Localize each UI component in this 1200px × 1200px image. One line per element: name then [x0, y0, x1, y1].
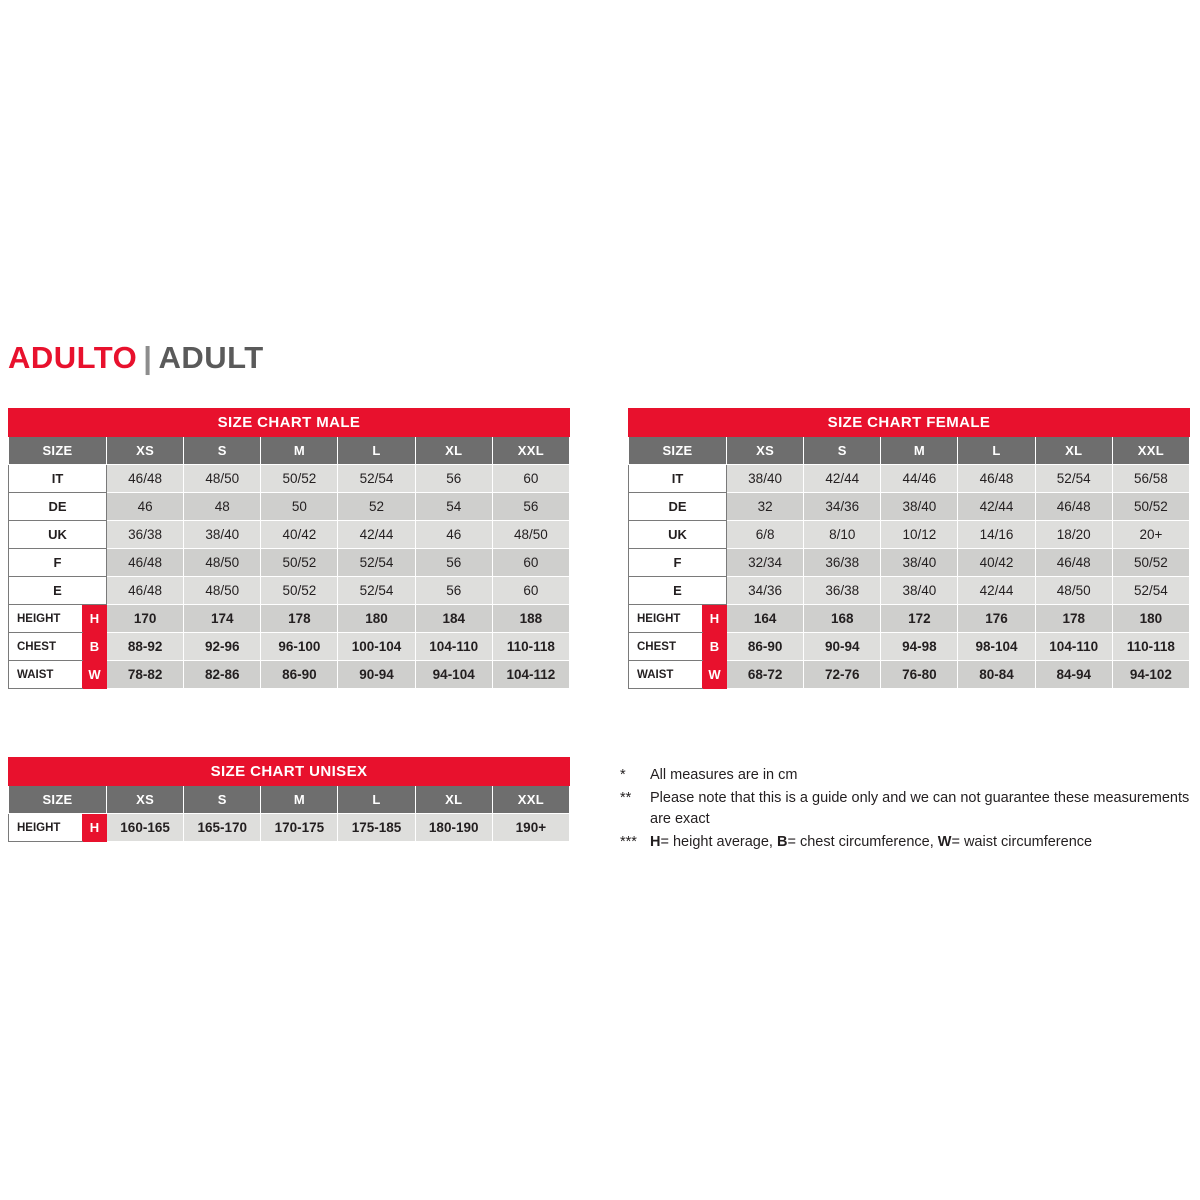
column-header-size: SIZE — [629, 437, 727, 465]
column-header-xxl: XXL — [1112, 437, 1189, 465]
column-header-xxl: XXL — [492, 786, 569, 814]
table-cell: 80-84 — [958, 661, 1035, 689]
row-label-height: HEIGHT — [9, 605, 83, 633]
table-cell: 46/48 — [107, 549, 184, 577]
column-header-xl: XL — [415, 786, 492, 814]
table-cell: 168 — [804, 605, 881, 633]
table-cell: 104-110 — [415, 633, 492, 661]
table-cell: 52/54 — [338, 549, 415, 577]
note-marker: ** — [620, 790, 632, 806]
page-title-english: ADULT — [158, 340, 264, 375]
table-cell: 90-94 — [338, 661, 415, 689]
table-cell: 10/12 — [881, 521, 958, 549]
column-header-xl: XL — [1035, 437, 1112, 465]
table-cell: 36/38 — [804, 549, 881, 577]
table-cell: 20+ — [1112, 521, 1189, 549]
table-cell: 180 — [1112, 605, 1189, 633]
column-header-s: S — [184, 437, 261, 465]
row-label-it: IT — [9, 465, 107, 493]
table-cell: 172 — [881, 605, 958, 633]
row-letter-h: H — [83, 605, 107, 633]
table-cell: 50/52 — [261, 465, 338, 493]
table-cell: 104-112 — [492, 661, 569, 689]
table-cell: 52 — [338, 493, 415, 521]
chart-banner-row — [629, 409, 1190, 437]
table-cell: 46 — [107, 493, 184, 521]
chart-banner-row — [9, 758, 570, 786]
table-cell: 76-80 — [881, 661, 958, 689]
column-header-l: L — [338, 437, 415, 465]
column-header-m: M — [881, 437, 958, 465]
table-cell: 50/52 — [1112, 549, 1189, 577]
row-label-f: F — [9, 549, 107, 577]
column-header-m: M — [261, 437, 338, 465]
table-cell: 170 — [107, 605, 184, 633]
table-cell: 54 — [415, 493, 492, 521]
table-cell: 165-170 — [184, 814, 261, 842]
table-cell: 174 — [184, 605, 261, 633]
column-header-s: S — [184, 786, 261, 814]
table-cell: 48/50 — [184, 549, 261, 577]
table-cell: 46/48 — [958, 465, 1035, 493]
row-letter-h: H — [83, 814, 107, 842]
table-cell: 38/40 — [881, 493, 958, 521]
table-cell: 50 — [261, 493, 338, 521]
table-cell: 46/48 — [1035, 549, 1112, 577]
table-cell: 60 — [492, 465, 569, 493]
table-cell: 40/42 — [958, 549, 1035, 577]
table-cell: 100-104 — [338, 633, 415, 661]
table-cell: 34/36 — [804, 493, 881, 521]
table-row — [9, 814, 570, 842]
size-chart-unisex — [8, 757, 570, 842]
row-label-e: E — [9, 577, 107, 605]
table-row — [9, 493, 570, 521]
table-cell: 96-100 — [261, 633, 338, 661]
table-cell: 86-90 — [727, 633, 804, 661]
table-cell: 60 — [492, 549, 569, 577]
row-letter-b: B — [83, 633, 107, 661]
note-marker: * — [620, 767, 626, 783]
table-cell: 78-82 — [107, 661, 184, 689]
table-cell: 38/40 — [727, 465, 804, 493]
chart-header-row — [9, 786, 570, 814]
column-header-m: M — [261, 786, 338, 814]
row-label-chest: CHEST — [9, 633, 83, 661]
table-cell: 84-94 — [1035, 661, 1112, 689]
chart-banner-row — [9, 409, 570, 437]
table-cell: 46/48 — [1035, 493, 1112, 521]
table-cell: 48/50 — [492, 521, 569, 549]
table-cell: 38/40 — [184, 521, 261, 549]
table-cell: 178 — [1035, 605, 1112, 633]
table-cell: 42/44 — [338, 521, 415, 549]
table-cell: 82-86 — [184, 661, 261, 689]
row-label-uk: UK — [9, 521, 107, 549]
table-cell: 48/50 — [184, 577, 261, 605]
table-cell: 52/54 — [338, 465, 415, 493]
row-label-de: DE — [629, 493, 727, 521]
chart-banner: SIZE CHART UNISEX — [9, 758, 570, 786]
row-label-it: IT — [629, 465, 727, 493]
table-cell: 50/52 — [1112, 493, 1189, 521]
table-cell: 42/44 — [958, 577, 1035, 605]
chart-header-row — [629, 437, 1190, 465]
note-item — [620, 788, 1200, 830]
row-label-chest: CHEST — [629, 633, 703, 661]
table-cell: 92-96 — [184, 633, 261, 661]
row-letter-b: B — [703, 633, 727, 661]
table-cell: 48/50 — [184, 465, 261, 493]
table-cell: 175-185 — [338, 814, 415, 842]
chart-header-row — [9, 437, 570, 465]
row-label-waist: WAIST — [9, 661, 83, 689]
table-cell: 190+ — [492, 814, 569, 842]
column-header-xs: XS — [107, 437, 184, 465]
table-cell: 6/8 — [727, 521, 804, 549]
table-row — [629, 549, 1190, 577]
table-cell: 48 — [184, 493, 261, 521]
table-cell: 94-98 — [881, 633, 958, 661]
table-row — [629, 521, 1190, 549]
column-header-xs: XS — [107, 786, 184, 814]
row-label-e: E — [629, 577, 727, 605]
column-header-l: L — [958, 437, 1035, 465]
row-label-waist: WAIST — [629, 661, 703, 689]
table-cell: 56 — [492, 493, 569, 521]
table-row — [629, 493, 1190, 521]
table-cell: 56/58 — [1112, 465, 1189, 493]
row-label-uk: UK — [629, 521, 727, 549]
table-cell: 176 — [958, 605, 1035, 633]
table-cell: 170-175 — [261, 814, 338, 842]
size-chart-male — [8, 408, 570, 689]
page-title-separator: | — [143, 340, 153, 375]
table-cell: 52/54 — [1112, 577, 1189, 605]
row-label-de: DE — [9, 493, 107, 521]
table-cell: 52/54 — [1035, 465, 1112, 493]
table-row — [9, 521, 570, 549]
table-cell: 90-94 — [804, 633, 881, 661]
table-cell: 32 — [727, 493, 804, 521]
table-row — [9, 633, 570, 661]
row-label-height: HEIGHT — [629, 605, 703, 633]
table-cell: 40/42 — [261, 521, 338, 549]
table-row — [629, 661, 1190, 689]
column-header-xl: XL — [415, 437, 492, 465]
table-cell: 14/16 — [958, 521, 1035, 549]
note-text: Please note that this is a guide only and we can not guarantee these measurements are exact — [650, 790, 1190, 827]
table-cell: 56 — [415, 549, 492, 577]
table-cell: 98-104 — [958, 633, 1035, 661]
column-header-s: S — [804, 437, 881, 465]
table-cell: 18/20 — [1035, 521, 1112, 549]
table-cell: 68-72 — [727, 661, 804, 689]
table-cell: 46 — [415, 521, 492, 549]
note-item — [620, 832, 1200, 853]
chart-banner: SIZE CHART MALE — [9, 409, 570, 437]
table-row — [629, 465, 1190, 493]
table-cell: 38/40 — [881, 577, 958, 605]
page-title-italian: ADULTO — [8, 340, 138, 375]
row-letter-w: W — [703, 661, 727, 689]
table-cell: 60 — [492, 577, 569, 605]
table-cell: 72-76 — [804, 661, 881, 689]
table-cell: 178 — [261, 605, 338, 633]
table-cell: 110-118 — [1112, 633, 1189, 661]
table-cell: 36/38 — [107, 521, 184, 549]
table-cell: 86-90 — [261, 661, 338, 689]
table-row — [629, 633, 1190, 661]
table-cell: 94-104 — [415, 661, 492, 689]
table-cell: 50/52 — [261, 577, 338, 605]
column-header-l: L — [338, 786, 415, 814]
table-row — [9, 549, 570, 577]
table-row — [629, 605, 1190, 633]
note-text: All measures are in cm — [650, 767, 798, 783]
table-cell: 32/34 — [727, 549, 804, 577]
table-row — [629, 577, 1190, 605]
table-cell: 52/54 — [338, 577, 415, 605]
table-cell: 36/38 — [804, 577, 881, 605]
table-row — [9, 465, 570, 493]
table-cell: 160-165 — [107, 814, 184, 842]
column-header-size: SIZE — [9, 437, 107, 465]
note-text: H= height average, B= chest circumference, W= waist circumference — [650, 834, 1093, 850]
page-title — [8, 340, 264, 376]
table-cell: 56 — [415, 577, 492, 605]
table-cell: 44/46 — [881, 465, 958, 493]
table-cell: 8/10 — [804, 521, 881, 549]
column-header-size: SIZE — [9, 786, 107, 814]
table-cell: 104-110 — [1035, 633, 1112, 661]
table-cell: 56 — [415, 465, 492, 493]
table-cell: 46/48 — [107, 577, 184, 605]
table-cell: 88-92 — [107, 633, 184, 661]
table-cell: 188 — [492, 605, 569, 633]
table-cell: 42/44 — [958, 493, 1035, 521]
notes-block — [620, 765, 1200, 855]
table-row — [9, 577, 570, 605]
table-cell: 48/50 — [1035, 577, 1112, 605]
column-header-xxl: XXL — [492, 437, 569, 465]
column-header-xs: XS — [727, 437, 804, 465]
table-cell: 34/36 — [727, 577, 804, 605]
table-cell: 164 — [727, 605, 804, 633]
note-marker: *** — [620, 834, 637, 850]
table-cell: 180 — [338, 605, 415, 633]
table-cell: 46/48 — [107, 465, 184, 493]
table-cell: 180-190 — [415, 814, 492, 842]
row-label-f: F — [629, 549, 727, 577]
row-letter-h: H — [703, 605, 727, 633]
row-label-height: HEIGHT — [9, 814, 83, 842]
table-cell: 94-102 — [1112, 661, 1189, 689]
table-cell: 110-118 — [492, 633, 569, 661]
table-cell: 184 — [415, 605, 492, 633]
size-chart-female — [628, 408, 1190, 689]
row-letter-w: W — [83, 661, 107, 689]
table-row — [9, 605, 570, 633]
table-cell: 50/52 — [261, 549, 338, 577]
table-row — [9, 661, 570, 689]
table-cell: 42/44 — [804, 465, 881, 493]
note-item — [620, 765, 1200, 786]
table-cell: 38/40 — [881, 549, 958, 577]
chart-banner: SIZE CHART FEMALE — [629, 409, 1190, 437]
